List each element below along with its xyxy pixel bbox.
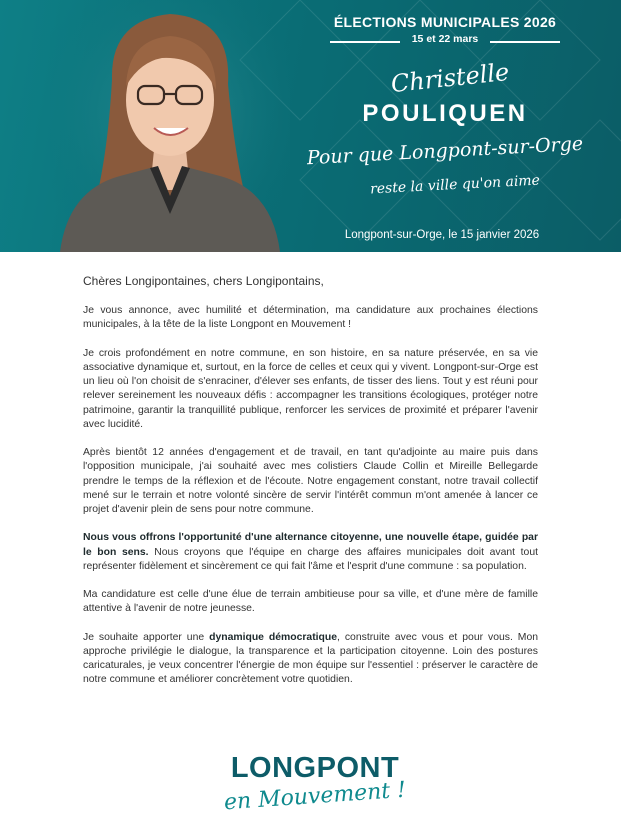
election-dates: 15 et 22 mars xyxy=(411,33,479,45)
letter-paragraph-1: Je vous annonce, avec humilité et détermination, ma candidature aux prochaines élections municipales, à la tête de la liste Longpont en Mouvement ! xyxy=(83,305,538,331)
party-logo xyxy=(220,752,410,814)
slogan-line-1: Pour que Longpont-sur-Orge xyxy=(306,132,584,170)
letter-paragraph-3: Après bientôt 12 années d'engagement et de travail, en tant qu'adjointe au maire puis dans l'opposition municipale, j'ai souhaité avec mes colistiers Claude Collin et Mireille Bellegarde prendre le temps de la réflexion et de l'écoute. Notre engagement constant, notre travail collectif mené sur le terrain et notre volonté sincère de servir l'intérêt commun m'ont amenée à lancer ce projet d'avenir plein de sens pour notre commune. xyxy=(83,447,538,516)
election-dates-row xyxy=(330,33,560,49)
letter-paragraph-6-bold: dynamique démocratique xyxy=(209,631,338,643)
letter-paragraph-4 xyxy=(83,531,538,574)
letter-paragraph-4-rest: Nous croyons que l'équipe en charge des affaires municipales doit avant tout représenter fidèlement et sincèrement ce qui fait l'âme et l'esprit d'une commune : sa population. xyxy=(83,546,538,572)
letter-paragraph-6-start: Je souhaite apporter une xyxy=(83,631,210,643)
letter-paragraph-2: Je crois profondément en notre commune, en son histoire, en sa nature préservée, en sa vie associative dynamique et, surtout, en la force de celles et ceux qui y vivent. Longpont-sur-Orge est un lieu où l'on choisit de s'enraciner, d'élever ses enfants, de tisser des liens. Tout y est réuni pour relever sereinement les nouveaux défis : accompagner les transitions écologiques, protéger notre patrimoine, garantir la tranquillité publique, renforcer les services de proximité et préparer l'avenir avec lucidité. xyxy=(83,347,538,430)
candidate-last-name: POULIQUEN xyxy=(362,100,528,127)
letter-paragraph-4-bold: Nous vous offrons l'opportunité d'une alternance citoyenne, une nouvelle étape, guidée par le bon sens. xyxy=(83,532,538,558)
slogan-line-2: reste la ville qu'on aime xyxy=(369,172,541,198)
place-and-date: Longpont-sur-Orge, le 15 janvier 2026 xyxy=(344,229,540,241)
divider-line-right xyxy=(490,41,560,43)
letter-paragraph-6-rest: , construite avec vous et pour vous. Mon approche privilégie le dialogue, la transparence et la participation citoyenne. Loin des postures caricaturales, je veux concentrer l'énergie de mon équipe sur l'essentiel : préserver le caractère de notre commune et améliorer concrètement votre quotidien. xyxy=(83,631,539,686)
logo-script-tagline: en Mouvement ! xyxy=(223,777,407,816)
letter-paragraph-5: Ma candidature est celle d'une élue de terrain ambitieuse pour sa ville, et d'une mère de famille attentive à l'avenir de notre jeunesse. xyxy=(83,589,538,615)
election-title: ÉLECTIONS MUNICIPALES 2026 xyxy=(333,14,557,30)
campaign-banner xyxy=(0,0,621,252)
letter-paragraph-6 xyxy=(83,631,538,688)
letter-salutation: Chères Longipontaines, chers Longipontains, xyxy=(83,274,324,288)
candidate-first-name: Christelle xyxy=(389,57,511,99)
campaign-letter xyxy=(83,274,538,702)
logo-wordmark: LONGPONT xyxy=(230,752,400,784)
candidate-portrait xyxy=(50,0,290,252)
